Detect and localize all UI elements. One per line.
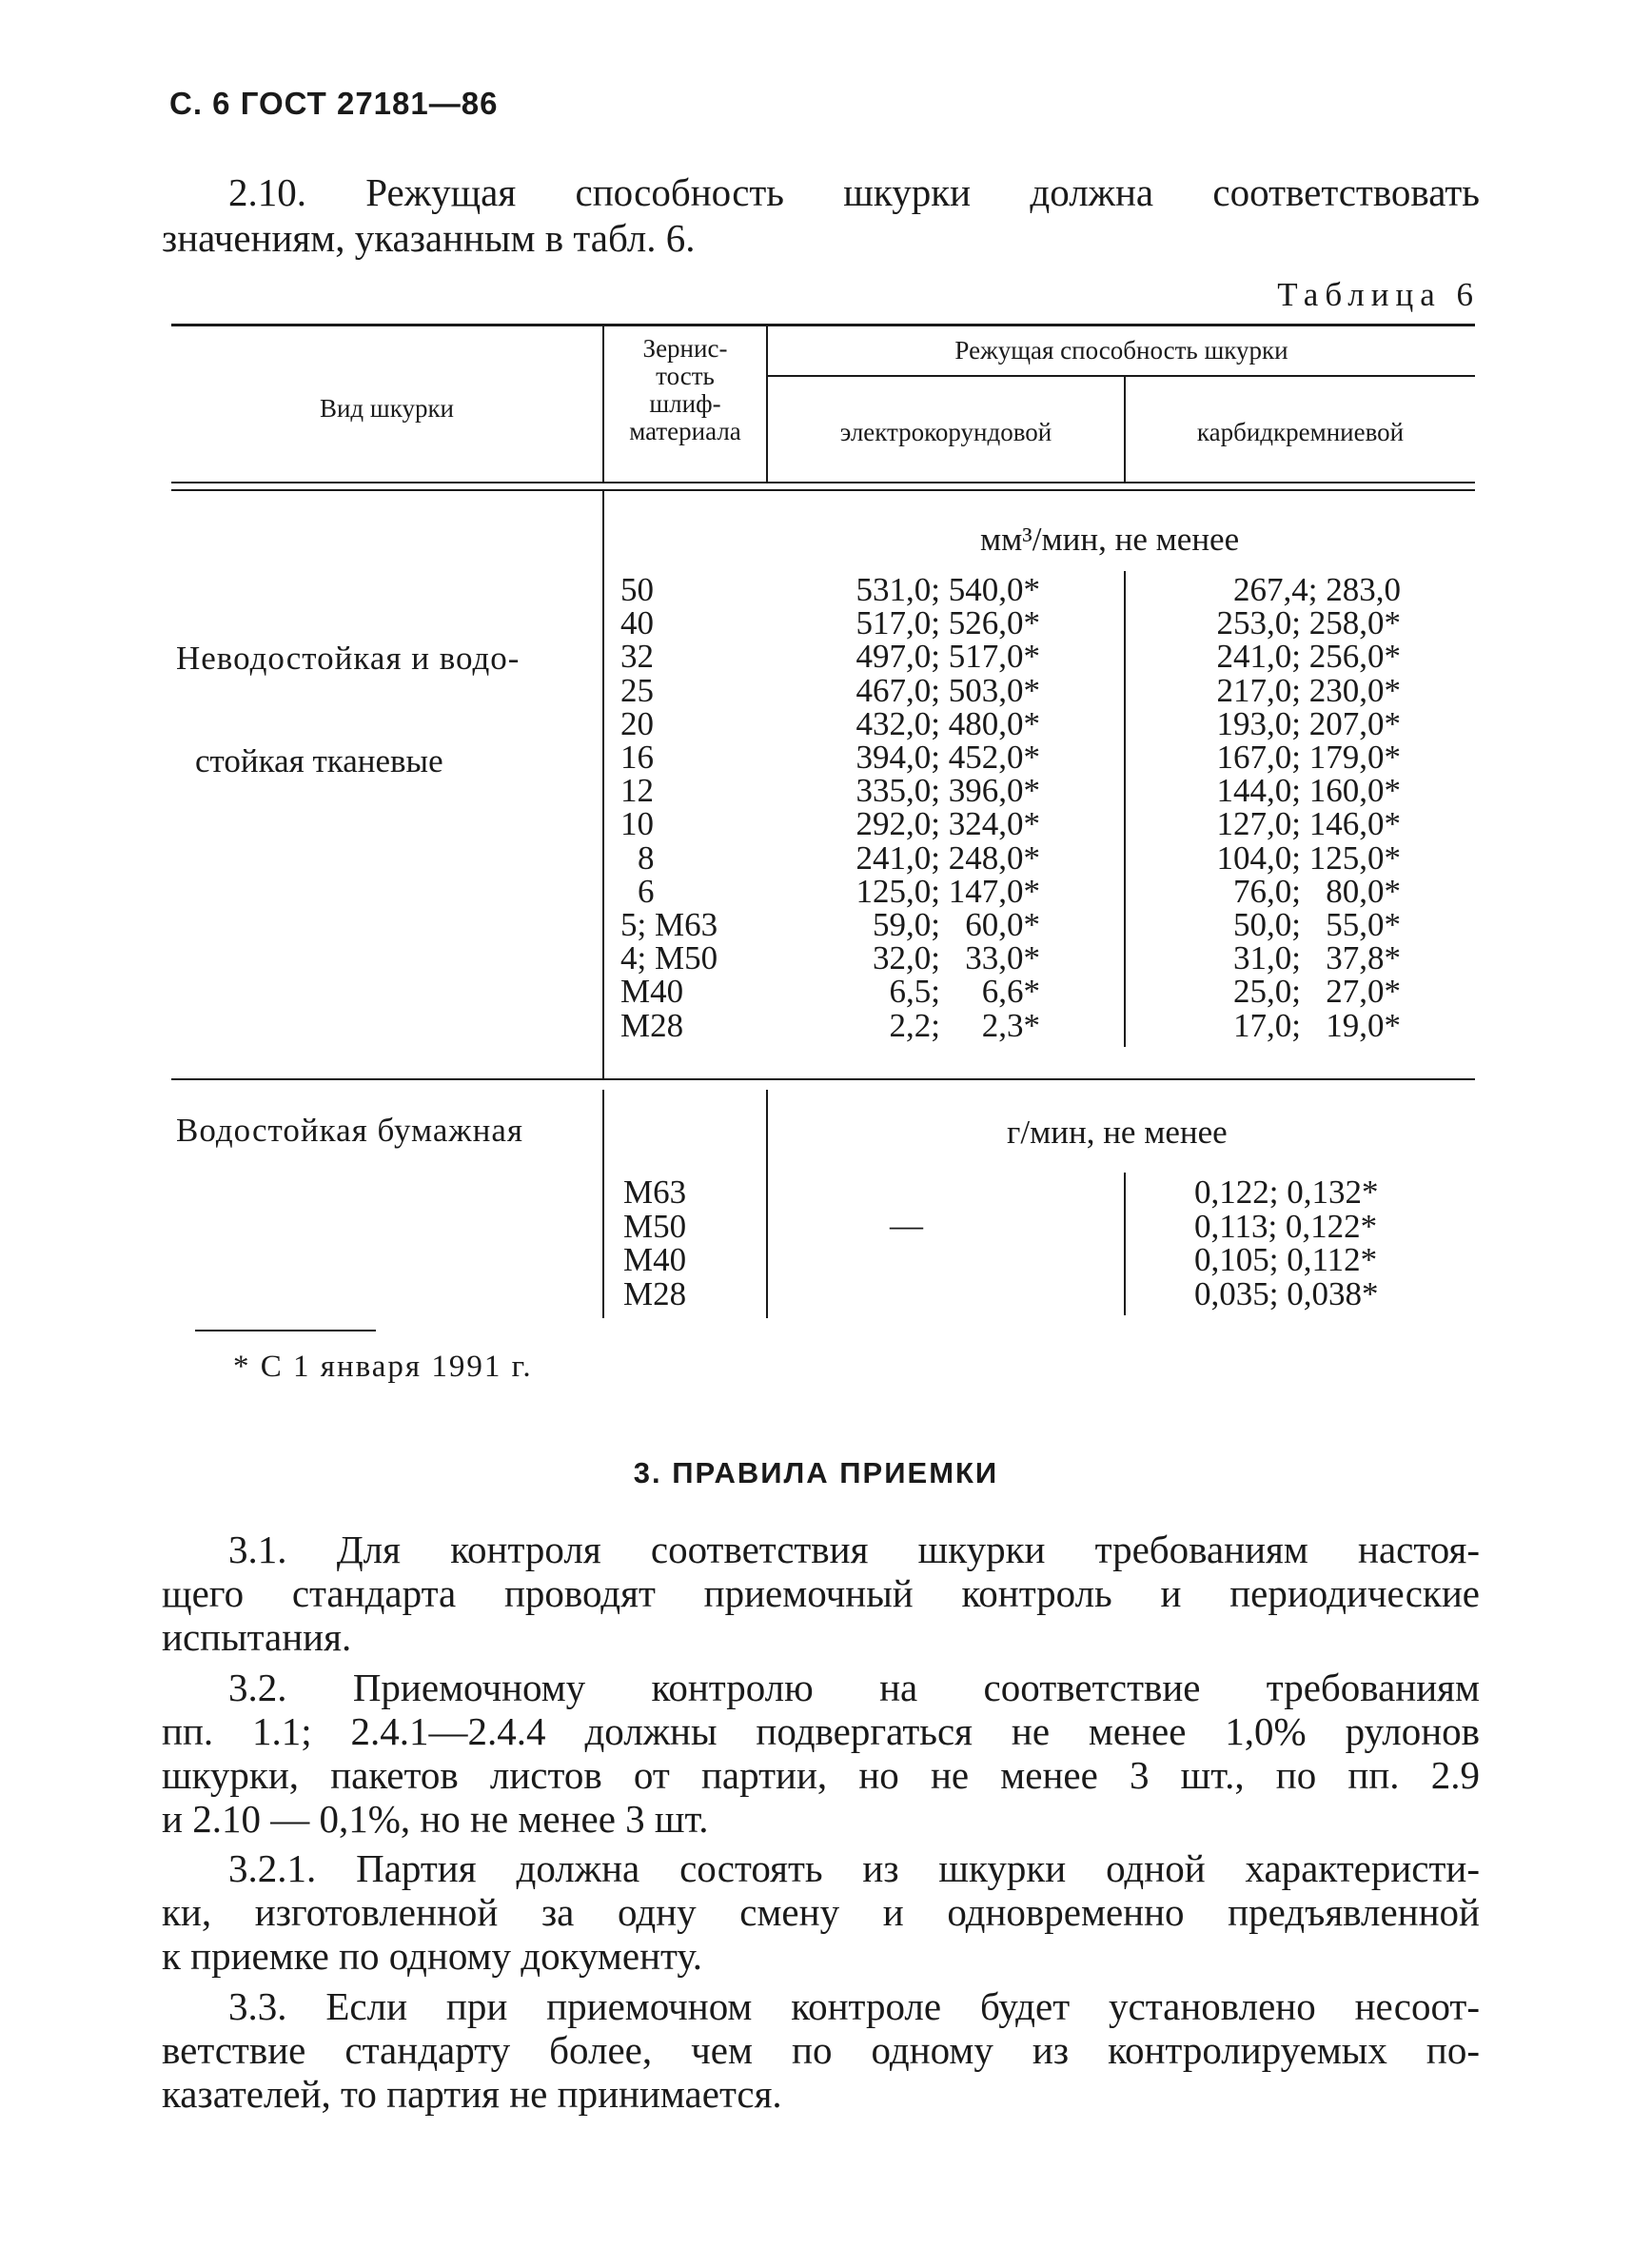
text-line: 3.3. Если при приемочном контроле будет установлено несоот- [228,1984,1480,2028]
grit-cell: M40 [623,1241,687,1278]
col-header-kind: Вид шкурки [319,394,455,423]
text-line: и 2.10 — 0,1%, но не менее 3 шт. [162,1797,709,1841]
table-header-rule [171,482,1475,483]
electro-cell: 497,0; 517,0* [855,638,1040,675]
grit-cell: 8 [638,839,655,877]
carbide-cell: 0,122; 0,132* [1194,1173,1379,1211]
group1-label [176,573,520,813]
paragraph-2-10 [162,169,1480,261]
col-header-electro: электрокорундовой [839,418,1052,446]
footnote-rule [195,1330,376,1331]
grit-cell: 10 [620,805,654,842]
grit-cell: M63 [623,1173,687,1211]
electro-cell: 241,0; 248,0* [855,839,1040,877]
text-line: казателей, то партия не принимается. [162,2072,782,2116]
text-line: щего стандарта проводят приемочный контроль и периодические [162,1571,1480,1615]
carbide-cell: 193,0; 207,0* [1216,705,1401,742]
text-line: шкурки, пакетов листов от партии, но не менее 3 шт., по пп. 2.9 [162,1753,1480,1797]
col-header-grit-line: тость [656,362,715,390]
body-vline-sub-2 [1124,1173,1126,1315]
electro-cell: 517,0; 526,0* [855,604,1040,641]
table-caption: Таблица 6 [1277,276,1480,313]
unit-label-2: г/мин, не менее [1007,1114,1228,1151]
col-header-grit-line: Зернис- [642,334,728,363]
unit-label-1: мм³/мин, не менее [980,521,1240,558]
col-header-grit [604,335,766,445]
carbide-cell: 50,0; 55,0* [1233,906,1401,943]
carbide-cell: 241,0; 256,0* [1216,638,1401,675]
text-line: пп. 1.1; 2.4.1—2.4.4 должны подвергаться не менее 1,0% рулонов [162,1709,1480,1753]
body-vline-sub-1 [1124,571,1126,1047]
text-line: 3.2. Приемочному контролю на соответствие требованиям [228,1666,1480,1709]
carbide-cell: 0,035; 0,038* [1194,1275,1379,1312]
grit-cell: M28 [623,1275,687,1312]
group2-label: Водостойкая бумажная [176,1112,523,1149]
carbide-cell: 127,0; 146,0* [1216,805,1401,842]
text-line: испытания. [162,1615,352,1659]
table-footnote: * С 1 января 1991 г. [233,1350,533,1384]
body-vline-ability-2 [766,1090,768,1318]
carbide-cell: 144,0; 160,0* [1216,772,1401,809]
col-header-ability: Режущая способность шкурки [954,336,1288,365]
page-header: С. 6 ГОСТ 27181—86 [169,86,499,121]
text-line: 2.10. Режущая способность шкурки должна соответствовать [228,170,1480,214]
electro-cell: 32,0; 33,0* [873,939,1040,976]
ability-subrule [766,375,1475,377]
paragraph-3-3 [162,1984,1480,2116]
carbide-cell: 31,0; 37,8* [1233,939,1401,976]
grit-cell: 40 [620,604,654,641]
group1-label-line: стойкая тканевые [195,742,443,779]
text-line: значениям, указанным в табл. 6. [162,216,696,260]
body-vline-grit-1 [602,491,604,1078]
electro-cell: 531,0; 540,0* [855,571,1040,608]
electro-cell: 394,0; 452,0* [855,739,1040,776]
electro-cell: 467,0; 503,0* [855,672,1040,709]
carbide-cell: 217,0; 230,0* [1216,672,1401,709]
carbide-cell: 25,0; 27,0* [1233,973,1401,1010]
text-line: к приемке по одному документу. [162,1934,703,1978]
col-header-grit-line: шлиф- [649,389,721,418]
electro-cell: 6,5; 6,6* [889,973,1040,1010]
text-line: ветствие стандарту более, чем по одному из контролируемых по- [162,2028,1480,2072]
group1-label-line: Неводостойкая и водо- [176,640,521,677]
carbide-cell: 267,4; 283,0 [1233,571,1401,608]
grit-cell: 50 [620,571,654,608]
grit-cell: 5; M63 [620,906,718,943]
electro-cell: 125,0; 147,0* [855,873,1040,910]
text-line: 3.2.1. Партия должна состоять из шкурки одной характеристи- [228,1846,1480,1890]
electro-cell: 432,0; 480,0* [855,705,1040,742]
grit-cell: 25 [620,672,654,709]
table-top-rule [171,324,1475,326]
paragraph-3-2-1 [162,1846,1480,1978]
carbide-cell: 167,0; 179,0* [1216,739,1401,776]
carbide-cell: 0,105; 0,112* [1194,1241,1378,1278]
electro-cell: 59,0; 60,0* [873,906,1040,943]
carbide-cell: 253,0; 258,0* [1216,604,1401,641]
group2-electro-dash: — [890,1207,923,1244]
grit-cell: 32 [620,638,654,675]
col-header-carbide: карбидкремниевой [1196,418,1405,446]
grit-cell: 20 [620,705,654,742]
grit-cell: M50 [623,1208,687,1245]
electro-cell: 292,0; 324,0* [855,805,1040,842]
grit-cell: M28 [620,1007,684,1044]
carbide-cell: 76,0; 80,0* [1233,873,1401,910]
body-vline-grit-2 [602,1090,604,1318]
grit-cell: 6 [638,873,655,910]
grit-cell: 12 [620,772,654,809]
carbide-cell: 17,0; 19,0* [1233,1007,1401,1044]
table-header-rule-double [171,489,1475,491]
section-title: 3. ПРАВИЛА ПРИЕМКИ [633,1456,999,1489]
grit-cell: 16 [620,739,654,776]
electro-cell: 2,2; 2,3* [889,1007,1040,1044]
col-header-grit-line: материала [629,417,741,445]
text-line: ки, изготовленной за одну смену и одновременно предъявленной [162,1890,1480,1934]
carbide-cell: 104,0; 125,0* [1216,839,1401,877]
electro-cell: 335,0; 396,0* [855,772,1040,809]
group-separator-rule [171,1078,1475,1080]
carbide-cell: 0,113; 0,122* [1194,1208,1378,1245]
text-line: 3.1. Для контроля соответствия шкурки требованиям настоя- [228,1528,1480,1571]
paragraph-3-2 [162,1666,1480,1841]
grit-cell: 4; M50 [620,939,718,976]
grit-cell: M40 [620,973,684,1010]
paragraph-3-1 [162,1528,1480,1659]
